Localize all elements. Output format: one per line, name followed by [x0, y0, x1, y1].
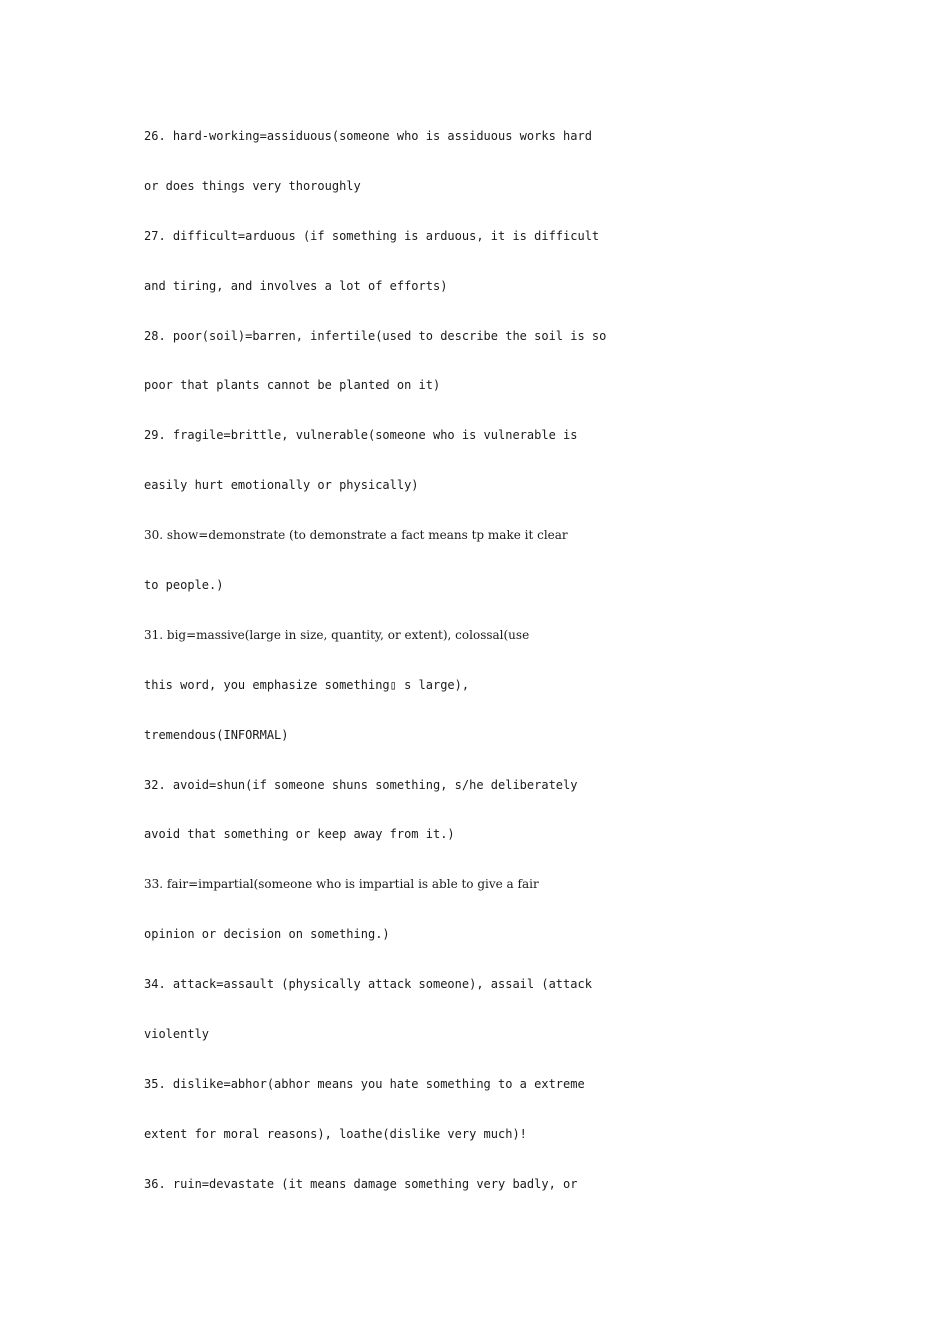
text-line: 26. hard-working=assiduous(someone who is assiduous works hard	[144, 129, 592, 143]
text-line: or does things very thoroughly	[144, 178, 361, 193]
text-line: 30. show=demonstrate (to demonstrate a fact means tp make it clear	[144, 528, 568, 543]
text-line: 33. fair=impartial(someone who is impartial is able to give a fair	[144, 877, 539, 892]
text-line: avoid that something or keep away from it.)	[144, 827, 455, 842]
text-line: 31. big=massive(large in size, quantity, or extent), colossal(use	[144, 627, 530, 642]
text-line: easily hurt emotionally or physically)	[144, 478, 419, 493]
text-line: violently	[144, 1027, 210, 1042]
text-line: 27. difficult=arduous (if something is arduous, it is difficult	[144, 228, 600, 243]
text-line: 29. fragile=brittle, vulnerable(someone who is vulnerable is	[144, 428, 578, 443]
text-line: 34. attack=assault (physically attack someone), assail (attack	[144, 977, 592, 992]
text-line: to people.)	[144, 578, 224, 593]
text-line: poor that plants cannot be planted on it)	[144, 378, 441, 393]
text-line: this word, you emphasize something▯ s large),	[144, 677, 470, 692]
text-line: tremendous(INFORMAL)	[144, 727, 289, 742]
text-line: 32. avoid=shun(if someone shuns something, s/he deliberately	[144, 777, 578, 792]
text-line: extent for moral reasons), loathe(dislike very much)!	[144, 1126, 527, 1141]
text-line: opinion or decision on something.)	[144, 927, 390, 942]
text-line: 28. poor(soil)=barren, infertile(used to describe the soil is so	[144, 328, 607, 343]
text-line: 36. ruin=devastate (it means damage something very badly, or	[144, 1176, 578, 1191]
text-line: 35. dislike=abhor(abhor means you hate something to a extreme	[144, 1076, 585, 1091]
text-line: and tiring, and involves a lot of efforts)	[144, 278, 448, 293]
document-body	[144, 112, 824, 1210]
